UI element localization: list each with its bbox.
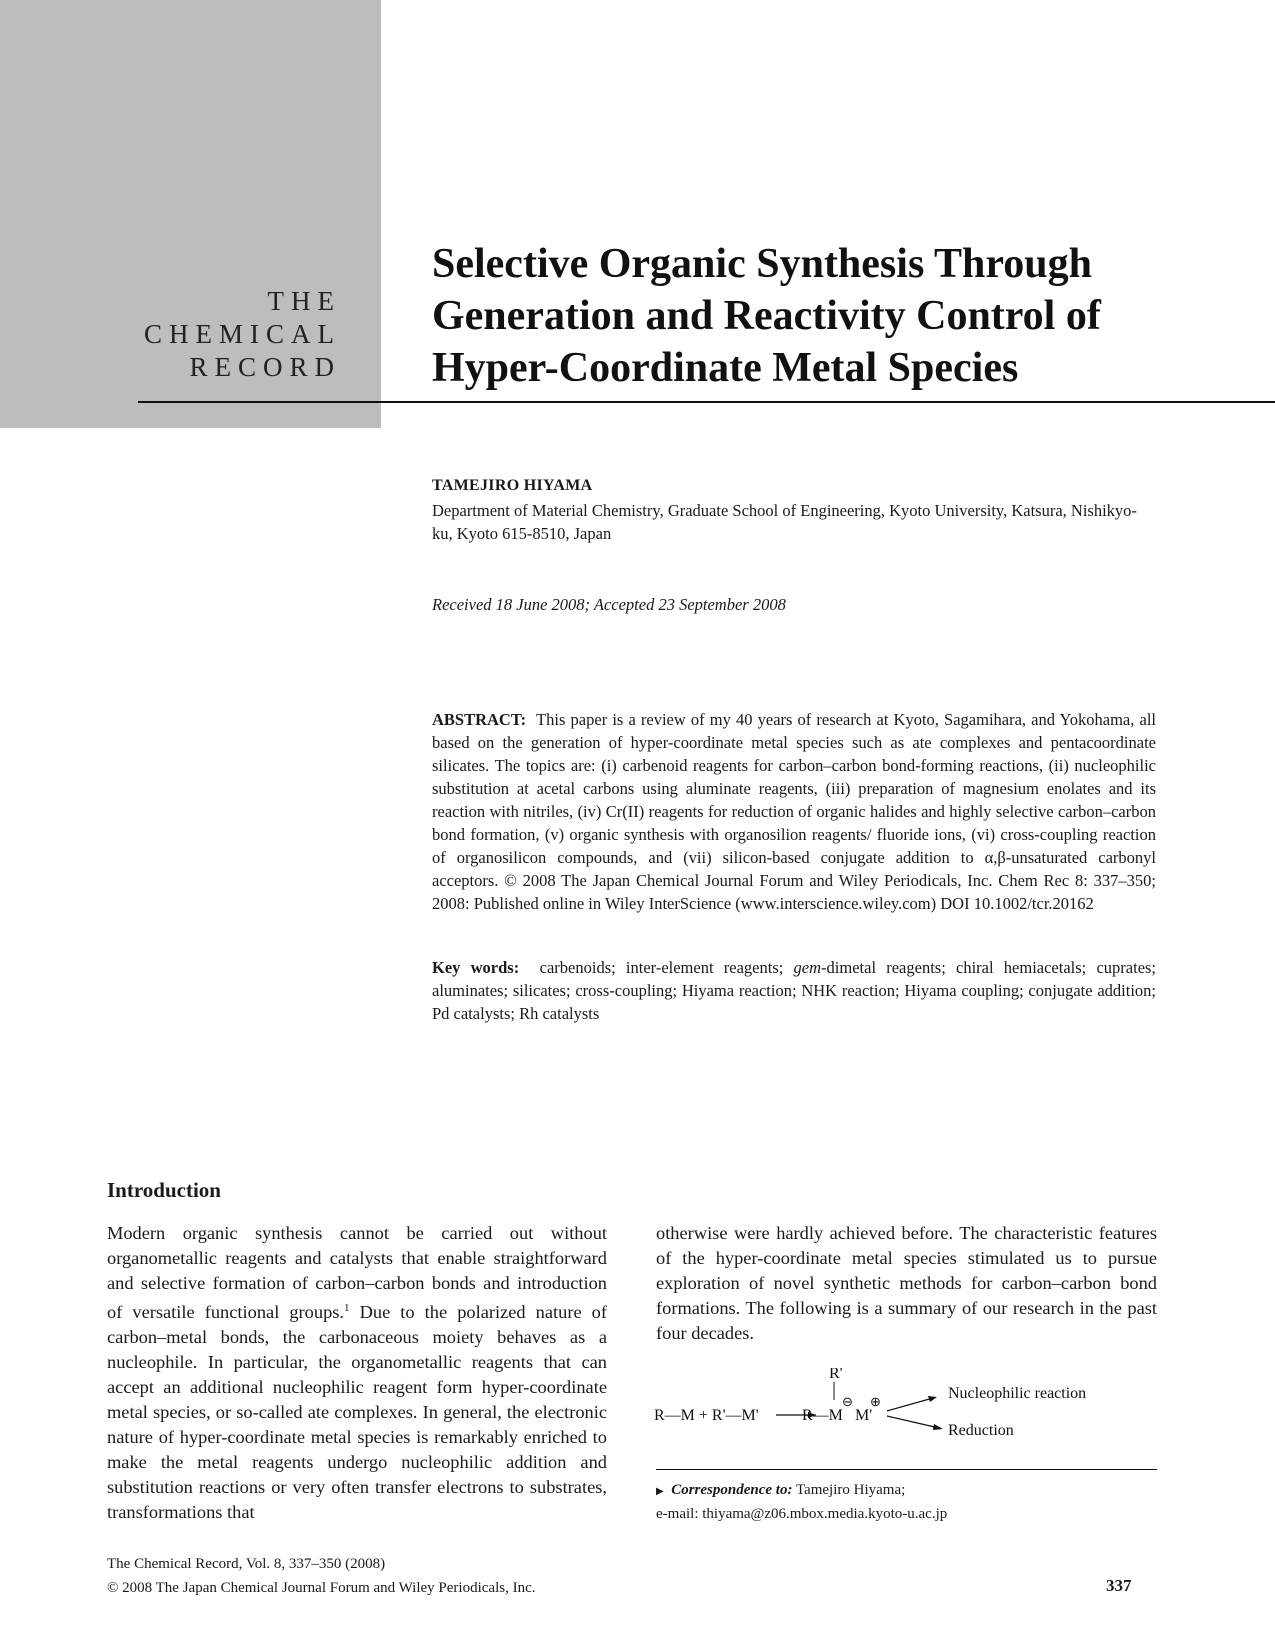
footer-copyright: © 2008 The Japan Chemical Journal Forum and Wiley Periodicals, Inc. <box>107 1580 536 1596</box>
intro-right-column: otherwise were hardly achieved before. The characteristic features of the hyper-coordinate metal species stimulated us to pursue exploration of novel synthetic methods for carbon–carbon bond formations. The following is a summary of our research in the past four decades. <box>656 1223 1157 1343</box>
journal-name <box>144 285 341 384</box>
keywords-label: Key words: <box>432 958 520 977</box>
keywords-text-rest: -dimetal reagents; chiral hemiacetals; cuprates; aluminates; silicates; cross-coupling; Hiyama reaction; NHK reaction; Hiyama coupling; conjugate addition; Pd catalysts; Rh catalysts <box>432 958 1157 1023</box>
journal-name-line: RECORD <box>189 352 341 382</box>
keywords-italic: gem <box>793 958 822 977</box>
intro-paragraph-part: Modern organic synthesis cannot be carried out without organometallic reagents and catalysts that enable straightforward and selective formation of carbon–carbon bonds and introduction of versatile functional groups. <box>107 1223 607 1323</box>
received-dates: Received 18 June 2008; Accepted 23 September 2008 <box>432 595 786 614</box>
title-divider <box>138 401 1275 403</box>
article-title-line: Selective Organic Synthesis Through <box>432 241 1093 287</box>
article-title-line: Generation and Reactivity Control of <box>432 293 1101 339</box>
page-footer <box>107 1552 535 1600</box>
article-title <box>432 238 1192 394</box>
section-heading-introduction: Introduction <box>107 1178 221 1202</box>
reaction-scheme <box>654 1368 1164 1448</box>
triangle-bullet-icon: ▶ <box>656 1486 664 1497</box>
abstract-label: ABSTRACT: <box>432 710 527 729</box>
scheme-nucleophilic-label: Nucleophilic reaction <box>948 1385 1087 1402</box>
scheme-reactants: R—M + R'—M' <box>654 1407 759 1424</box>
journal-name-line: CHEMICAL <box>144 319 341 349</box>
scheme-arrowhead <box>928 1396 937 1402</box>
correspondence-email: e-mail: thiyama@z06.mbox.media.kyoto-u.ac.jp <box>656 1506 948 1522</box>
keywords <box>432 956 1156 1025</box>
author-affiliation: Department of Material Chemistry, Graduate School of Engineering, Kyoto University, Katsura, Nishikyo-ku, Kyoto 615-8510, Japan <box>432 501 1137 543</box>
scheme-product: R—M <box>802 1407 843 1424</box>
keywords-text: carbenoids; inter-element reagents; <box>539 958 784 977</box>
scheme-counter-metal: M' <box>855 1407 873 1424</box>
correspondence-label: Correspondence to: <box>671 1482 793 1498</box>
scheme-arrowhead <box>933 1424 943 1430</box>
footnote-ref: 1 <box>344 1302 350 1314</box>
abstract <box>432 708 1156 915</box>
abstract-text: This paper is a review of my 40 years of research at Kyoto, Sagamihara, and Yokohama, all based on the generation of hyper-coordinate metal species such as ate complexes and pentacoordinate silicates. The topics are: (i) carbenoid reagents for carbon–carbon bond-forming reactions, (ii) nucleophilic substitution at acetal carbons using aluminate reagents, (iii) preparation of magnesium enolates and its reaction with nitriles, (iv) Cr(II) reagents for reduction of organic halides and highly selective carbon–carbon bond formation, (v) organic synthesis with organosilion reagents/ fluoride ions, (vi) cross-coupling reaction of organosilicon compounds, and (vii) silicon-based conjugate addition to α,β-unsaturated carbonyl acceptors. © 2008 The Japan Chemical Journal Forum and Wiley Periodicals, Inc. Chem Rec 8: 337–350; 2008: Published online in Wiley InterScience (www.interscience.wiley.com) DOI 10.1002/tcr.20162 <box>432 710 1156 913</box>
correspondence <box>656 1479 947 1526</box>
scheme-top-substituent: R' <box>829 1368 843 1382</box>
intro-left-column <box>107 1221 607 1526</box>
footer-citation: The Chemical Record, Vol. 8, 337–350 (2008) <box>107 1556 386 1572</box>
scheme-arrow-down <box>887 1416 939 1428</box>
intro-paragraph-part: Due to the polarized nature of carbon–metal bonds, the carbonaceous moiety behaves as a nucleophile. In particular, the organometallic reagents that can accept an additional nucleophilic reagent form hyper-coordinate metal species, or so-called ate complexes. In general, the electronic nature of hyper-coordinate metal species is remarkably enriched to make the metal reagents undergo nucleophilic addition and substitution reactions or very often transfer electrons to substrates, transformations that <box>107 1302 608 1523</box>
page-number: 337 <box>1106 1576 1132 1595</box>
correspondence-divider <box>656 1469 1157 1470</box>
scheme-plus-charge: ⊕ <box>870 1394 881 1409</box>
journal-name-line: THE <box>267 286 341 316</box>
author-name: TAMEJIRO HIYAMA <box>432 477 593 494</box>
article-title-line: Hyper-Coordinate Metal Species <box>432 345 1019 391</box>
scheme-arrow-up <box>887 1398 933 1411</box>
scheme-minus-charge: ⊖ <box>842 1394 853 1409</box>
correspondence-name: Tamejiro Hiyama; <box>795 1482 906 1498</box>
scheme-reduction-label: Reduction <box>948 1422 1014 1439</box>
